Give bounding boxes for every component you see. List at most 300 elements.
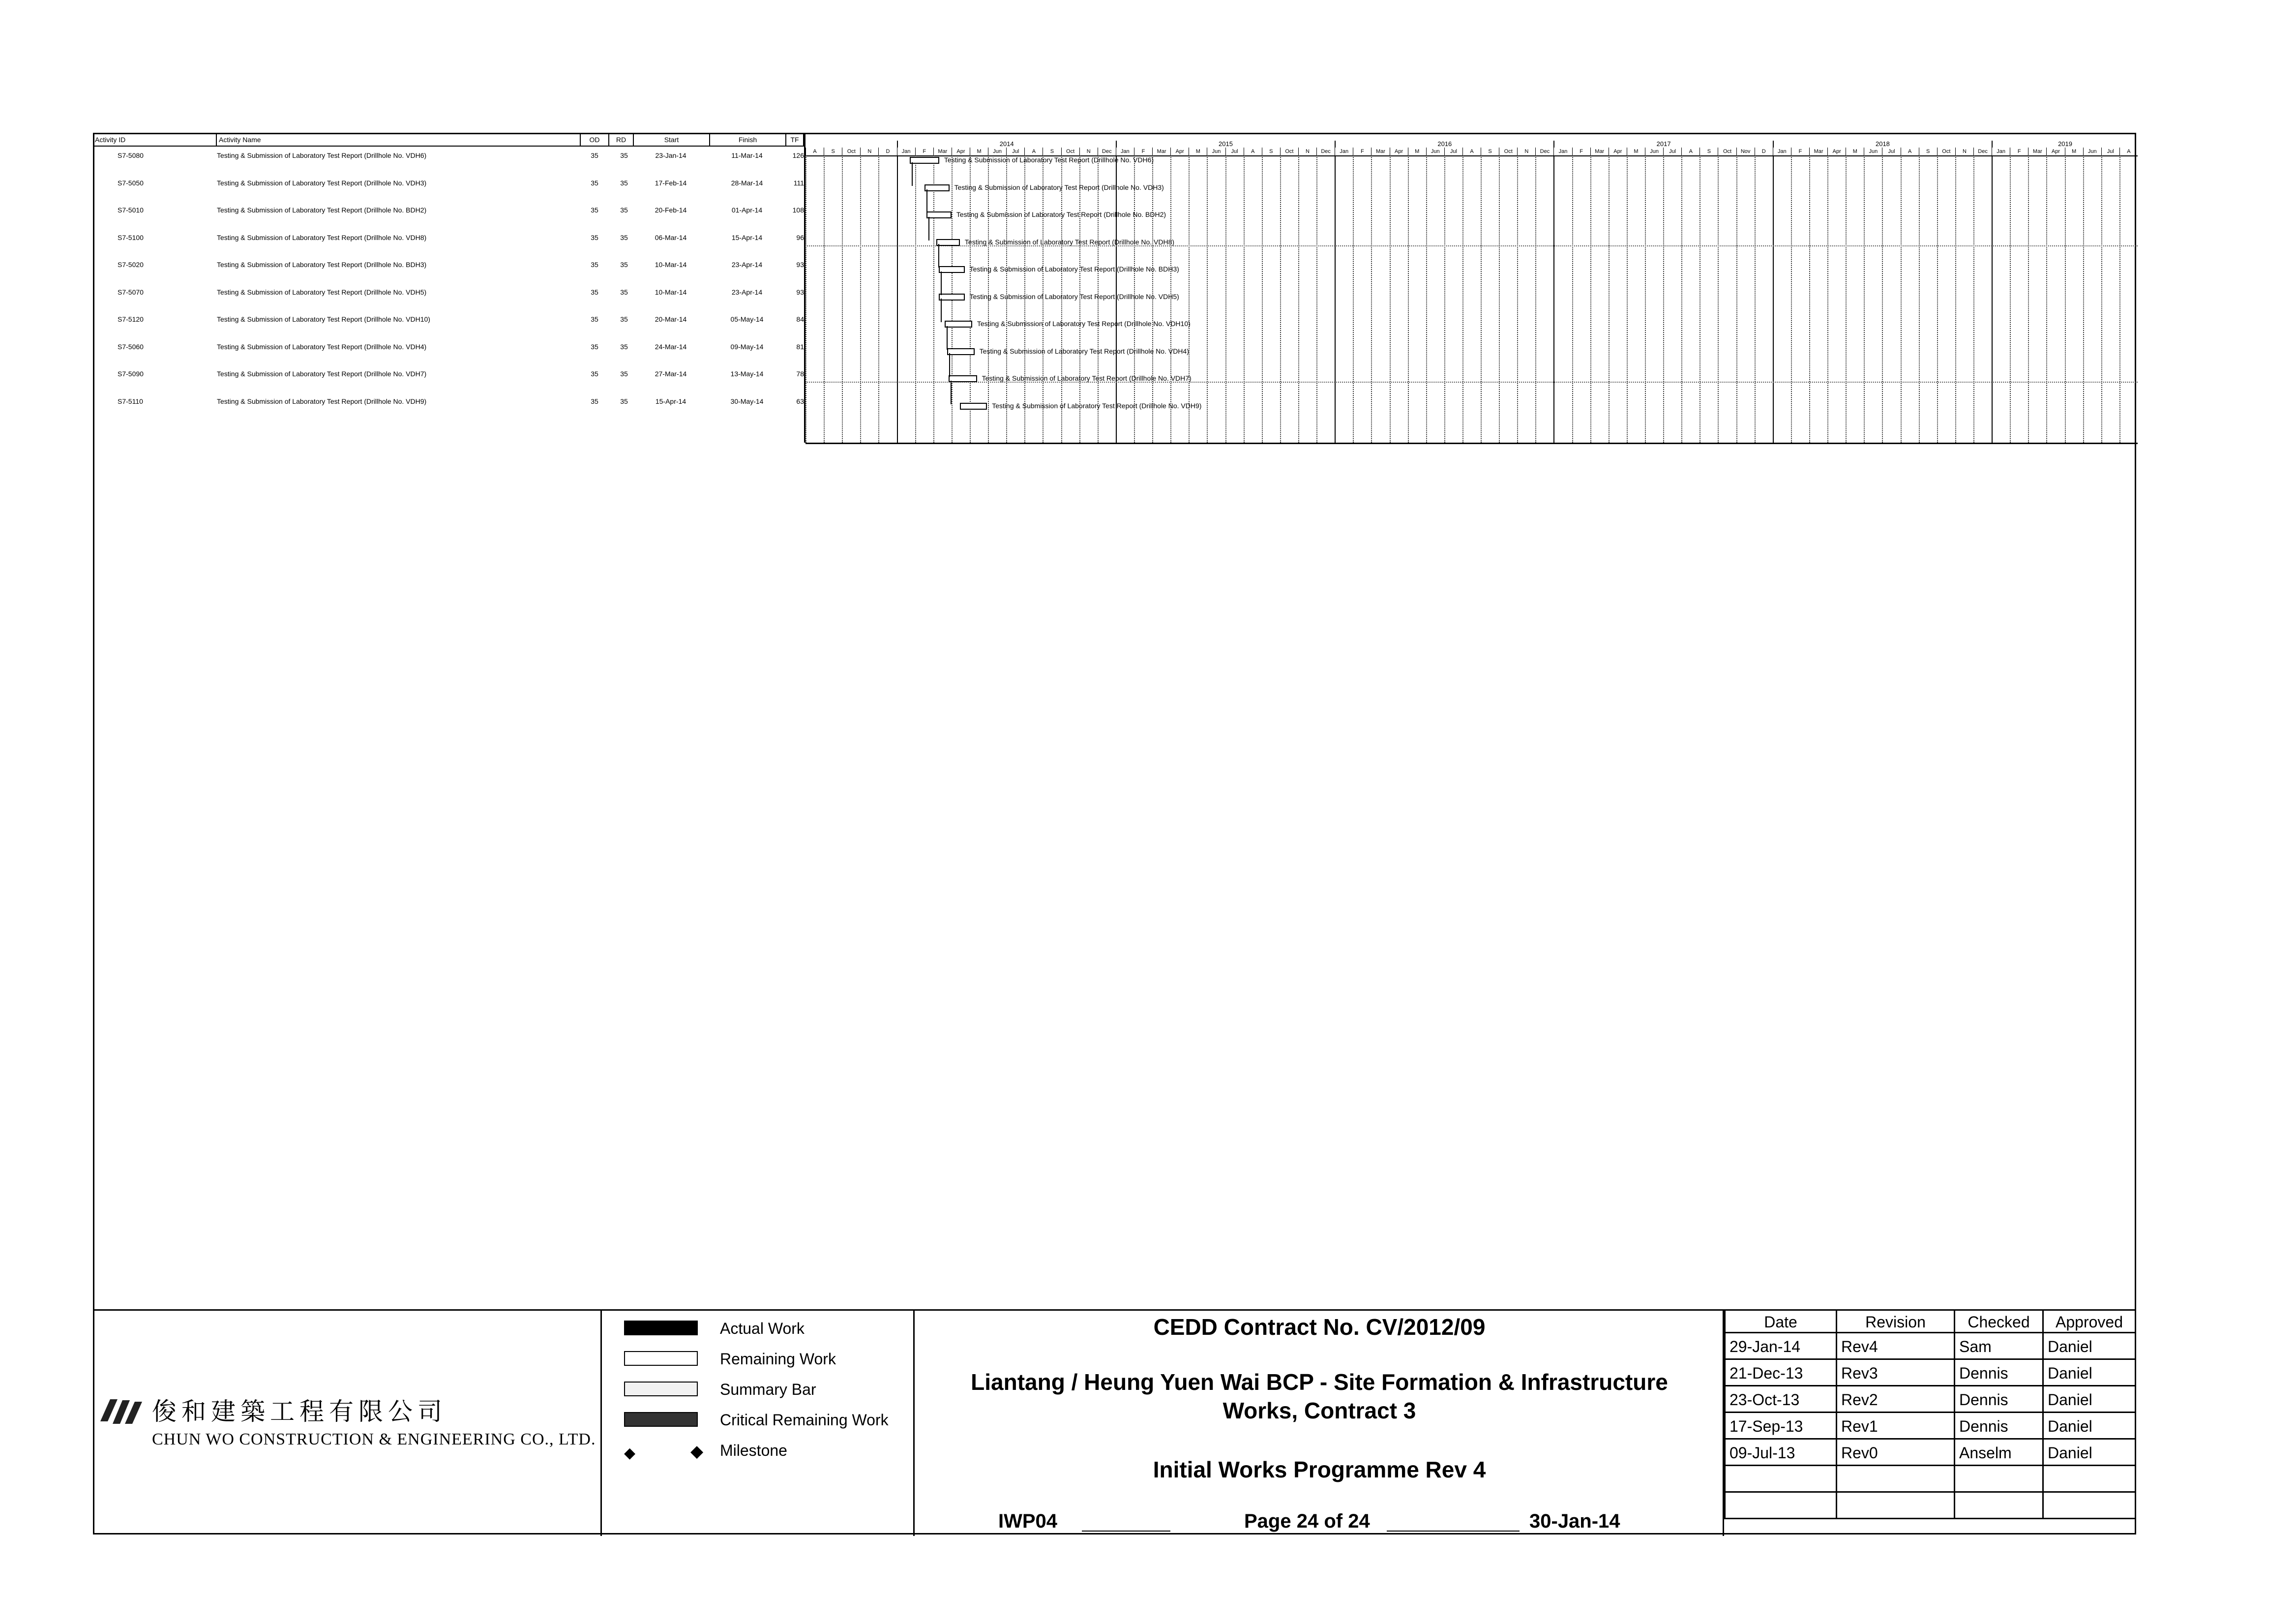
project-title-line2: Works, Contract 3 bbox=[1223, 1398, 1416, 1423]
activity-id: S7-5060 bbox=[118, 342, 144, 351]
remaining-work-bar[interactable] bbox=[939, 266, 965, 273]
revision-header-cell: Approved bbox=[2044, 1311, 2136, 1333]
remaining-duration: 35 bbox=[620, 397, 628, 405]
remaining-duration: 35 bbox=[620, 233, 628, 241]
company-name-english: CHUN WO CONSTRUCTION & ENGINEERING CO., LTD. bbox=[152, 1430, 596, 1448]
milestone-diamond-icon: ◆ bbox=[690, 1442, 704, 1461]
total-float: 93 bbox=[796, 288, 804, 296]
month-label: Jul bbox=[1225, 148, 1244, 155]
remaining-work-bar[interactable] bbox=[945, 321, 972, 328]
company-logo-icon bbox=[98, 1394, 147, 1429]
month-gridline bbox=[1627, 155, 1628, 443]
dependency-connector bbox=[947, 326, 948, 350]
month-label: F bbox=[1791, 148, 1809, 155]
month-gridline bbox=[1572, 155, 1573, 443]
bar-label: Testing & Submission of Laboratory Test Report (Drillhole No. BDH3) bbox=[969, 265, 1179, 273]
revision-cell: Daniel bbox=[2044, 1440, 2136, 1466]
revision-cell: Rev1 bbox=[1837, 1413, 1955, 1440]
month-gridline bbox=[2119, 155, 2120, 443]
bar-label: Testing & Submission of Laboratory Test Report (Drillhole No. VDH8) bbox=[964, 238, 1175, 246]
revision-cell: Rev4 bbox=[1837, 1333, 1955, 1360]
activity-row[interactable] bbox=[93, 251, 804, 278]
project-title-line1: Liantang / Heung Yuen Wai BCP - Site Formation & Infrastructure bbox=[971, 1369, 1668, 1395]
month-label: Jul bbox=[1882, 148, 1900, 155]
dependency-connector bbox=[941, 299, 942, 322]
start-date: 24-Mar-14 bbox=[655, 342, 687, 351]
revision-cell: Daniel bbox=[2044, 1413, 2136, 1440]
revision-cell bbox=[1837, 1493, 1955, 1519]
finish-date: 11-Mar-14 bbox=[731, 151, 763, 159]
original-duration: 35 bbox=[591, 206, 598, 214]
revision-cell: 21-Dec-13 bbox=[1724, 1360, 1837, 1386]
finish-date: 30-May-14 bbox=[730, 397, 764, 405]
month-label: M bbox=[970, 148, 988, 155]
month-gridline bbox=[2028, 155, 2029, 443]
month-label: Jun bbox=[1645, 148, 1663, 155]
milestone-diamond-icon: ◆ bbox=[624, 1445, 636, 1461]
revision-cell bbox=[2044, 1493, 2136, 1519]
total-float: 126 bbox=[792, 151, 804, 159]
month-label: Oct bbox=[842, 148, 860, 155]
month-label: Mar bbox=[933, 148, 952, 155]
legend-box bbox=[602, 1311, 915, 1536]
month-label: A bbox=[1024, 148, 1043, 155]
month-label: A bbox=[1901, 148, 1919, 155]
month-gridline bbox=[1316, 155, 1317, 443]
month-label: D bbox=[1755, 148, 1773, 155]
month-gridline bbox=[1773, 155, 1774, 443]
activity-name: Testing & Submission of Laboratory Test Report (Drillhole No. VDH9) bbox=[217, 397, 427, 405]
month-label: Jul bbox=[1663, 148, 1681, 155]
month-label: Apr bbox=[1609, 148, 1627, 155]
programme-title: Initial Works Programme Rev 4 bbox=[1153, 1457, 1486, 1482]
month-label: Jun bbox=[2083, 148, 2101, 155]
company-name-chinese: 俊和建築工程有限公司 bbox=[152, 1397, 447, 1426]
summary-bar-swatch bbox=[624, 1382, 698, 1396]
month-label: S bbox=[824, 148, 842, 155]
revision-cell: Rev3 bbox=[1837, 1360, 1955, 1386]
activity-id: S7-5010 bbox=[118, 206, 144, 214]
month-label: S bbox=[1919, 148, 1937, 155]
revision-cell: 23-Oct-13 bbox=[1724, 1386, 1837, 1413]
month-gridline bbox=[1353, 155, 1354, 443]
activity-id: S7-5050 bbox=[118, 179, 144, 187]
month-label: Apr bbox=[1390, 148, 1408, 155]
month-label: N bbox=[1517, 148, 1535, 155]
month-gridline bbox=[1755, 155, 1756, 443]
start-date: 20-Feb-14 bbox=[655, 206, 687, 214]
remaining-duration: 35 bbox=[620, 315, 628, 323]
bar-label: Testing & Submission of Laboratory Test Report (Drillhole No. VDH6) bbox=[944, 156, 1154, 164]
revision-cell bbox=[1837, 1466, 1955, 1493]
bar-label: Testing & Submission of Laboratory Test Report (Drillhole No. VDH3) bbox=[954, 183, 1164, 191]
month-label: Mar bbox=[1371, 148, 1389, 155]
remaining-work-bar[interactable] bbox=[924, 184, 949, 191]
revision-cell bbox=[1955, 1466, 2044, 1493]
year-label: 2019 bbox=[1992, 141, 2138, 148]
month-label: F bbox=[2010, 148, 2028, 155]
original-duration: 35 bbox=[591, 397, 598, 405]
bar-label: Testing & Submission of Laboratory Test Report (Drillhole No. VDH7) bbox=[982, 374, 1192, 382]
month-label: F bbox=[915, 148, 933, 155]
month-gridline bbox=[1535, 155, 1536, 443]
issue-date: 30-Jan-14 bbox=[1529, 1510, 1620, 1532]
month-gridline bbox=[1426, 155, 1427, 443]
original-duration: 35 bbox=[591, 342, 598, 351]
header-rd: RD bbox=[609, 134, 634, 146]
start-date: 17-Feb-14 bbox=[655, 179, 687, 187]
revision-cell: Daniel bbox=[2044, 1360, 2136, 1386]
original-duration: 35 bbox=[591, 315, 598, 323]
month-gridline bbox=[1590, 155, 1591, 443]
bar-label: Testing & Submission of Laboratory Test Report (Drillhole No. VDH4) bbox=[979, 347, 1189, 355]
month-gridline bbox=[2083, 155, 2084, 443]
activity-id: S7-5110 bbox=[118, 397, 143, 405]
revision-cell: 29-Jan-14 bbox=[1724, 1333, 1837, 1360]
activity-row[interactable] bbox=[93, 170, 804, 197]
month-label: Dec bbox=[1973, 148, 1992, 155]
year-label: 2017 bbox=[1553, 141, 1772, 148]
month-gridline bbox=[915, 155, 916, 443]
month-label: Jan bbox=[1992, 148, 2010, 155]
finish-date: 05-May-14 bbox=[730, 315, 764, 323]
finish-date: 09-May-14 bbox=[730, 342, 764, 351]
contract-number: CEDD Contract No. CV/2012/09 bbox=[1153, 1314, 1486, 1340]
month-label: Mar bbox=[2028, 148, 2046, 155]
dependency-connector bbox=[926, 189, 927, 213]
month-gridline bbox=[1189, 155, 1190, 443]
month-gridline bbox=[1481, 155, 1482, 443]
month-gridline bbox=[860, 155, 861, 443]
remaining-duration: 35 bbox=[620, 179, 628, 187]
finish-date: 13-May-14 bbox=[730, 370, 764, 378]
month-label: Jan bbox=[1335, 148, 1353, 155]
finish-date: 15-Apr-14 bbox=[731, 233, 763, 241]
month-label: Jan bbox=[1773, 148, 1791, 155]
month-label: N bbox=[1955, 148, 1973, 155]
start-date: 10-Mar-14 bbox=[655, 288, 687, 296]
month-label: Mar bbox=[1152, 148, 1170, 155]
month-gridline bbox=[2101, 155, 2102, 443]
finish-date: 23-Apr-14 bbox=[731, 261, 763, 269]
month-label: F bbox=[1353, 148, 1371, 155]
month-gridline bbox=[1919, 155, 1920, 443]
activity-name: Testing & Submission of Laboratory Test Report (Drillhole No. VDH8) bbox=[217, 233, 427, 241]
month-gridline bbox=[1262, 155, 1263, 443]
remaining-work-bar[interactable] bbox=[939, 294, 965, 301]
month-label: Mar bbox=[1809, 148, 1827, 155]
total-float: 93 bbox=[796, 261, 804, 269]
bar-label: Testing & Submission of Laboratory Test Report (Drillhole No. VDH9) bbox=[992, 401, 1202, 410]
year-label: 2016 bbox=[1335, 141, 1553, 148]
activity-row[interactable] bbox=[93, 306, 804, 333]
total-float: 78 bbox=[796, 370, 804, 378]
month-label: Jun bbox=[1426, 148, 1444, 155]
revision-cell bbox=[1724, 1493, 1837, 1519]
month-label: Jul bbox=[2101, 148, 2119, 155]
revision-cell: Anselm bbox=[1955, 1440, 2044, 1466]
month-gridline bbox=[1901, 155, 1902, 443]
month-label: A bbox=[1462, 148, 1481, 155]
month-label: N bbox=[1298, 148, 1316, 155]
activity-row[interactable] bbox=[93, 279, 804, 306]
start-date: 06-Mar-14 bbox=[655, 233, 687, 241]
month-gridline bbox=[2046, 155, 2047, 443]
page-underline bbox=[1387, 1531, 1520, 1532]
revision-cell: Dennis bbox=[1955, 1413, 2044, 1440]
activity-id: S7-5080 bbox=[118, 151, 144, 159]
year-label: 2014 bbox=[897, 141, 1116, 148]
revision-cell: Daniel bbox=[2044, 1386, 2136, 1413]
month-gridline bbox=[1973, 155, 1974, 443]
month-gridline bbox=[1462, 155, 1463, 443]
project-title-box bbox=[915, 1311, 1724, 1536]
month-label: S bbox=[1700, 148, 1718, 155]
month-label: N bbox=[1079, 148, 1098, 155]
month-label: M bbox=[1189, 148, 1207, 155]
remaining-duration: 35 bbox=[620, 206, 628, 214]
dependency-connector bbox=[928, 217, 929, 241]
remaining-work-bar[interactable] bbox=[949, 375, 977, 382]
revision-cell: 17-Sep-13 bbox=[1724, 1413, 1837, 1440]
remaining-duration: 35 bbox=[620, 370, 628, 378]
month-gridline bbox=[842, 155, 843, 443]
total-float: 108 bbox=[792, 206, 804, 214]
revision-cell: Dennis bbox=[1955, 1386, 2044, 1413]
start-date: 20-Mar-14 bbox=[655, 315, 687, 323]
revision-cell bbox=[1955, 1493, 2044, 1519]
activity-name: Testing & Submission of Laboratory Test Report (Drillhole No. BDH2) bbox=[217, 206, 427, 214]
original-duration: 35 bbox=[591, 179, 598, 187]
revision-header-cell: Checked bbox=[1955, 1311, 2044, 1333]
revision-header-cell: Date bbox=[1724, 1311, 1837, 1333]
month-gridline bbox=[1937, 155, 1938, 443]
total-float: 84 bbox=[796, 315, 804, 323]
activity-row[interactable] bbox=[93, 197, 804, 224]
month-label: Oct bbox=[1499, 148, 1517, 155]
month-gridline bbox=[1280, 155, 1281, 443]
remaining-work-bar[interactable] bbox=[947, 348, 975, 355]
revision-cell: Rev2 bbox=[1837, 1386, 1955, 1413]
month-gridline bbox=[1371, 155, 1372, 443]
critical-work-swatch bbox=[624, 1412, 698, 1427]
header-start: Start bbox=[634, 134, 710, 146]
finish-date: 23-Apr-14 bbox=[731, 288, 763, 296]
month-gridline bbox=[1499, 155, 1500, 443]
dependency-connector bbox=[941, 271, 942, 295]
page-number: Page 24 of 24 bbox=[1244, 1510, 1370, 1532]
start-date: 15-Apr-14 bbox=[655, 397, 686, 405]
ref-underline bbox=[1082, 1531, 1170, 1532]
month-gridline bbox=[1645, 155, 1646, 443]
year-label: 2018 bbox=[1773, 141, 1992, 148]
month-label: Oct bbox=[1061, 148, 1079, 155]
company-box bbox=[93, 1311, 602, 1536]
month-label: F bbox=[1134, 148, 1152, 155]
activity-row[interactable] bbox=[93, 224, 804, 251]
finish-date: 01-Apr-14 bbox=[731, 206, 763, 214]
month-gridline bbox=[1864, 155, 1865, 443]
month-gridline bbox=[1955, 155, 1956, 443]
month-label: F bbox=[1572, 148, 1590, 155]
activity-name: Testing & Submission of Laboratory Test Report (Drillhole No. VDH6) bbox=[217, 151, 427, 159]
month-label: A bbox=[805, 148, 824, 155]
month-gridline bbox=[897, 155, 898, 443]
legend-critical-work: Critical Remaining Work bbox=[720, 1411, 889, 1429]
programme-ref: IWP04 bbox=[998, 1510, 1058, 1532]
month-label: M bbox=[1627, 148, 1645, 155]
month-label: Jan bbox=[1116, 148, 1134, 155]
month-label: Dec bbox=[1535, 148, 1553, 155]
gantt-chart bbox=[804, 133, 2138, 443]
month-gridline bbox=[1992, 155, 1993, 443]
month-label: N bbox=[860, 148, 878, 155]
month-gridline bbox=[1791, 155, 1792, 443]
header-activity-id: Activity ID bbox=[93, 134, 217, 146]
month-gridline bbox=[1225, 155, 1226, 443]
month-gridline bbox=[1517, 155, 1518, 443]
month-label: Apr bbox=[1170, 148, 1189, 155]
total-float: 111 bbox=[793, 179, 804, 187]
original-duration: 35 bbox=[591, 233, 598, 241]
month-gridline bbox=[1663, 155, 1664, 443]
month-gridline bbox=[1827, 155, 1828, 443]
month-gridline bbox=[1335, 155, 1336, 443]
total-float: 81 bbox=[796, 342, 804, 351]
month-gridline bbox=[2010, 155, 2011, 443]
activity-name: Testing & Submission of Laboratory Test Report (Drillhole No. BDH3) bbox=[217, 261, 427, 269]
month-label: Dec bbox=[1316, 148, 1335, 155]
month-gridline bbox=[1298, 155, 1299, 443]
finish-date: 28-Mar-14 bbox=[731, 179, 763, 187]
activity-name: Testing & Submission of Laboratory Test Report (Drillhole No. VDH7) bbox=[217, 370, 427, 378]
month-label: Oct bbox=[1718, 148, 1736, 155]
header-activity-name: Activity Name bbox=[217, 134, 581, 146]
month-gridline bbox=[1846, 155, 1847, 443]
start-date: 27-Mar-14 bbox=[655, 370, 687, 378]
header-tf: TF bbox=[786, 134, 804, 146]
bar-label: Testing & Submission of Laboratory Test Report (Drillhole No. VDH10) bbox=[977, 320, 1191, 328]
month-gridline bbox=[1408, 155, 1409, 443]
activity-row[interactable] bbox=[93, 361, 804, 388]
month-gridline bbox=[824, 155, 825, 443]
month-label: Apr bbox=[2046, 148, 2064, 155]
bar-label: Testing & Submission of Laboratory Test Report (Drillhole No. VDH5) bbox=[969, 292, 1179, 301]
bar-label: Testing & Submission of Laboratory Test Report (Drillhole No. BDH2) bbox=[956, 211, 1166, 218]
remaining-duration: 35 bbox=[620, 288, 628, 296]
month-gridline bbox=[1553, 155, 1554, 443]
gantt-timescale bbox=[805, 133, 2138, 156]
month-label: Jun bbox=[1207, 148, 1225, 155]
month-gridline bbox=[1809, 155, 1810, 443]
activity-row[interactable] bbox=[93, 388, 804, 415]
revision-cell bbox=[1724, 1466, 1837, 1493]
month-gridline bbox=[2065, 155, 2066, 443]
activity-name: Testing & Submission of Laboratory Test Report (Drillhole No. VDH10) bbox=[217, 315, 430, 323]
activity-name: Testing & Submission of Laboratory Test Report (Drillhole No. VDH4) bbox=[217, 342, 427, 351]
month-label: Apr bbox=[1827, 148, 1846, 155]
remaining-work-bar[interactable] bbox=[910, 157, 939, 164]
legend-milestone: Milestone bbox=[720, 1442, 787, 1459]
activity-id: S7-5090 bbox=[118, 370, 144, 378]
month-gridline bbox=[1390, 155, 1391, 443]
month-label: Nov bbox=[1736, 148, 1755, 155]
month-label: M bbox=[2065, 148, 2083, 155]
start-date: 23-Jan-14 bbox=[655, 151, 686, 159]
header-od: OD bbox=[581, 134, 609, 146]
revision-cell: Daniel bbox=[2044, 1333, 2136, 1360]
legend-remaining-work: Remaining Work bbox=[720, 1350, 836, 1368]
month-label: Dec bbox=[1098, 148, 1116, 155]
activity-id: S7-5020 bbox=[118, 261, 144, 269]
month-label: Jan bbox=[1553, 148, 1572, 155]
month-label: S bbox=[1481, 148, 1499, 155]
month-label: Oct bbox=[1280, 148, 1298, 155]
month-gridline bbox=[878, 155, 879, 443]
remaining-work-bar[interactable] bbox=[960, 403, 987, 410]
month-gridline bbox=[1882, 155, 1883, 443]
original-duration: 35 bbox=[591, 151, 598, 159]
month-label: Jul bbox=[1444, 148, 1462, 155]
month-gridline bbox=[1444, 155, 1445, 443]
total-float: 63 bbox=[796, 397, 804, 405]
activity-name: Testing & Submission of Laboratory Test Report (Drillhole No. VDH3) bbox=[217, 179, 427, 187]
original-duration: 35 bbox=[591, 261, 598, 269]
dependency-connector bbox=[949, 353, 950, 377]
remaining-work-bar[interactable] bbox=[936, 239, 960, 246]
month-label: S bbox=[1043, 148, 1061, 155]
month-label: A bbox=[2119, 148, 2138, 155]
activity-id: S7-5070 bbox=[118, 288, 144, 296]
month-label: Jun bbox=[988, 148, 1006, 155]
activity-id: S7-5120 bbox=[118, 315, 144, 323]
legend-summary-bar: Summary Bar bbox=[720, 1381, 816, 1398]
dependency-connector bbox=[938, 244, 939, 268]
activity-row[interactable] bbox=[93, 333, 804, 361]
month-label: Apr bbox=[952, 148, 970, 155]
actual-work-swatch bbox=[624, 1321, 698, 1335]
remaining-duration: 35 bbox=[620, 151, 628, 159]
original-duration: 35 bbox=[591, 288, 598, 296]
legend-actual-work: Actual Work bbox=[720, 1320, 805, 1337]
month-label: M bbox=[1408, 148, 1426, 155]
original-duration: 35 bbox=[591, 370, 598, 378]
month-gridline bbox=[805, 155, 806, 443]
month-gridline bbox=[1244, 155, 1245, 443]
start-date: 10-Mar-14 bbox=[655, 261, 687, 269]
month-label: A bbox=[1244, 148, 1262, 155]
title-block bbox=[93, 1309, 2136, 1536]
month-gridline bbox=[1718, 155, 1719, 443]
dependency-connector bbox=[951, 381, 952, 404]
month-gridline bbox=[933, 155, 934, 443]
revision-cell bbox=[2044, 1466, 2136, 1493]
header-finish: Finish bbox=[710, 134, 786, 146]
activity-row[interactable] bbox=[93, 142, 804, 169]
revision-header-cell: Revision bbox=[1837, 1311, 1955, 1333]
remaining-work-bar[interactable] bbox=[926, 211, 952, 218]
year-label: 2015 bbox=[1116, 141, 1335, 148]
month-label: S bbox=[1262, 148, 1280, 155]
month-label: Oct bbox=[1937, 148, 1955, 155]
remaining-duration: 35 bbox=[620, 261, 628, 269]
month-label: A bbox=[1681, 148, 1700, 155]
month-label: Jan bbox=[897, 148, 915, 155]
revision-cell: Dennis bbox=[1955, 1360, 2044, 1386]
total-float: 96 bbox=[796, 233, 804, 241]
revision-cell: Sam bbox=[1955, 1333, 2044, 1360]
remaining-work-swatch bbox=[624, 1351, 698, 1366]
